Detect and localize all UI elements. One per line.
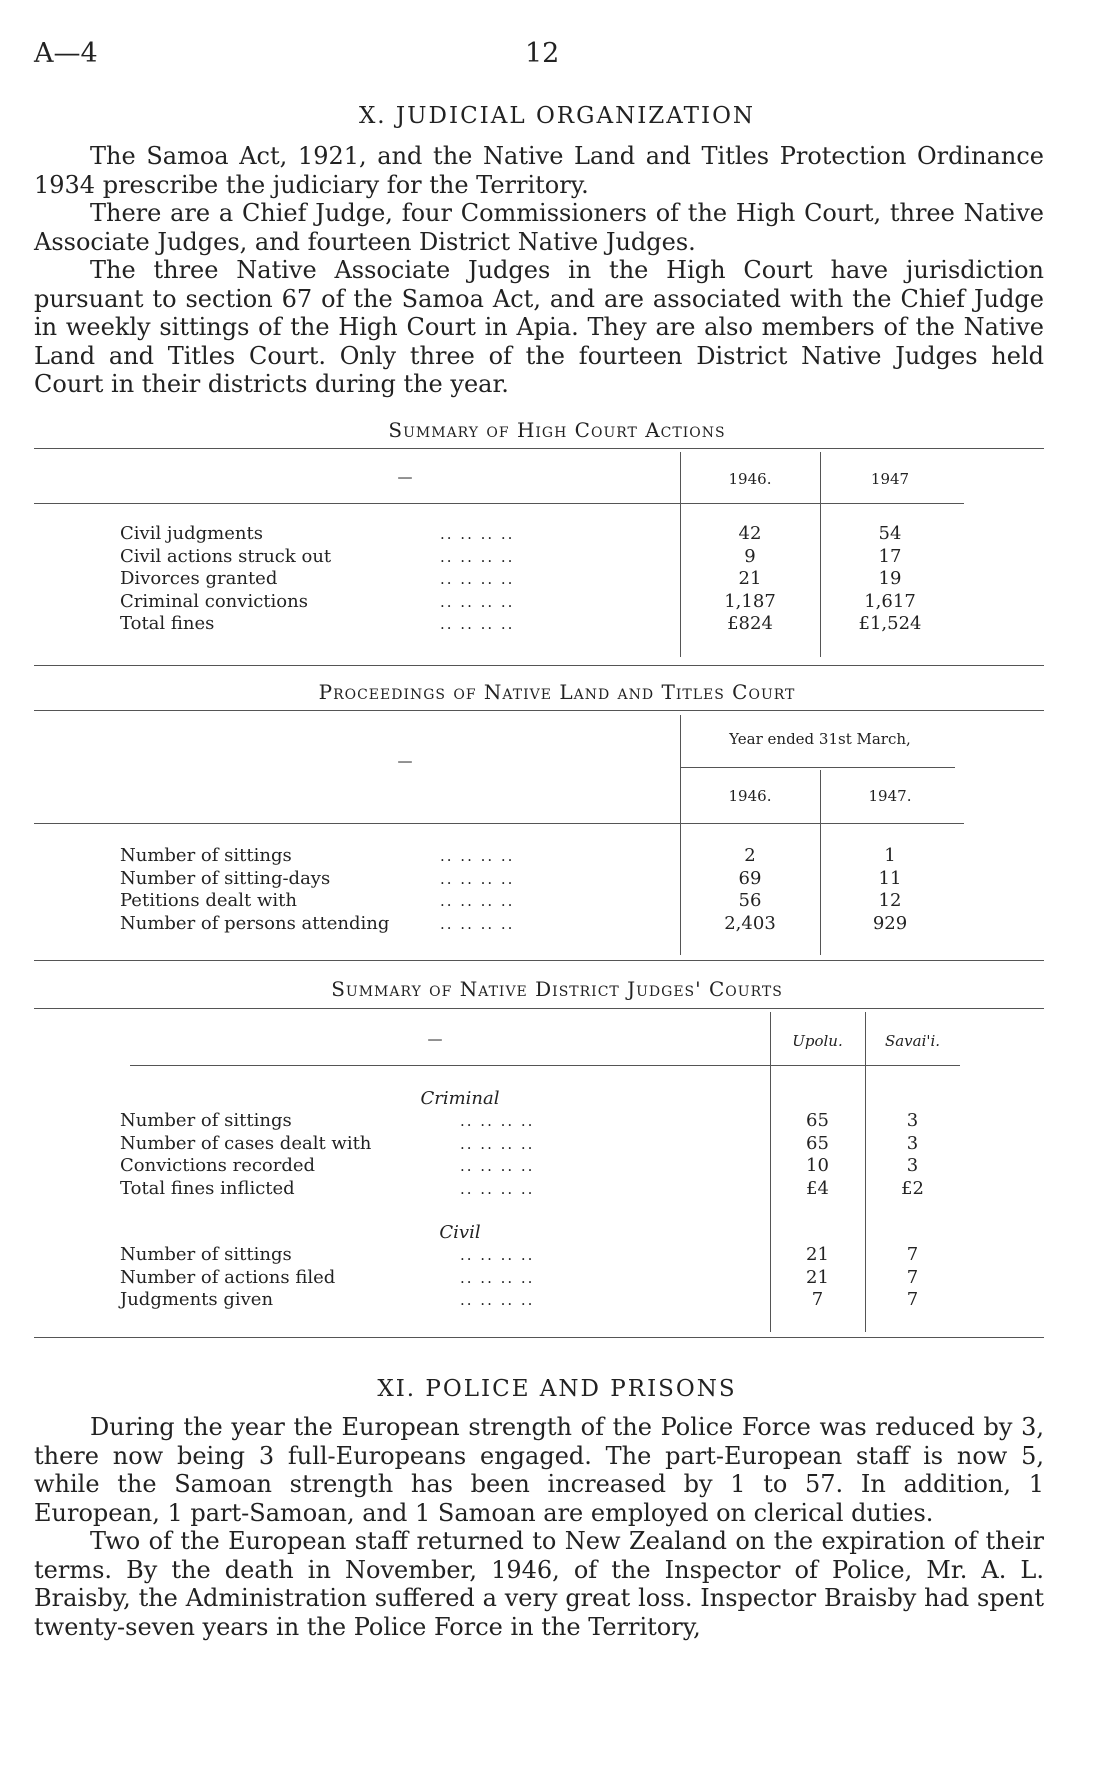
section-x-paragraph-3: The three Native Associate Judges in the High Court have jurisdiction pursuant to section 67 of the Samoa Act, and are associated with the Chief Judge in weekly sittings of the High Court in Apia. They are also members of the Native Land and Titles Court. Only three of the fourteen District Native Judges held Court in their districts during the year. <box>34 256 1044 398</box>
cell-value-col2: 11 <box>878 867 902 889</box>
table1-col-1946: 1946. <box>728 470 772 488</box>
row-label: Criminal convictions <box>120 590 308 612</box>
row-label: Number of persons attending <box>120 912 390 934</box>
leader-dots: .. .. .. .. <box>460 1112 535 1130</box>
row-label: Total fines inflicted <box>120 1177 295 1199</box>
row-label: Convictions recorded <box>120 1155 316 1176</box>
row-label: Petitions dealt with <box>120 890 297 911</box>
cell-value-col1: 69 <box>738 867 762 889</box>
cell-value-col2: 3 <box>906 1132 919 1154</box>
row-label: Number of sittings <box>120 845 292 866</box>
cell-value-col1: 2,403 <box>724 912 776 934</box>
cell-value-col1: 10 <box>806 1155 829 1176</box>
leader-dots: .. .. .. .. <box>440 914 515 933</box>
table2-caption: Proceedings of Native Land and Titles Court <box>318 680 796 704</box>
leader-dots: .. .. .. .. <box>460 1291 535 1309</box>
table1-col-1947: 1947 <box>870 470 910 488</box>
table2-group-rule <box>680 767 955 768</box>
cell-value-col2: 3 <box>906 1110 919 1131</box>
section-x-title: X. JUDICIAL ORGANIZATION <box>358 103 756 129</box>
cell-value-col2: 1,617 <box>864 590 916 612</box>
section-x-body <box>34 142 1044 399</box>
page-number: 12 <box>525 38 560 69</box>
table3-criminal-heading: Criminal <box>420 1088 500 1109</box>
leader-dots: .. .. .. .. <box>440 570 515 588</box>
row-label: Number of sittings <box>120 1110 292 1131</box>
table3-head-rule <box>130 1065 960 1066</box>
cell-value-col2: 929 <box>872 912 908 934</box>
cell-value-col2: 7 <box>906 1289 919 1310</box>
leader-dots: .. .. .. .. <box>460 1134 535 1153</box>
row-label: Number of sittings <box>120 1244 292 1265</box>
table1-dash: — <box>397 468 413 486</box>
row-label: Number of actions filed <box>120 1266 336 1288</box>
section-x-paragraph-2: There are a Chief Judge, four Commissioners of the High Court, three Native Associate Judges, and fourteen District Native Judges. <box>34 199 1044 256</box>
table2-col-1947: 1947. <box>868 787 912 805</box>
table2-col-1946: 1946. <box>728 787 772 805</box>
leader-dots: .. .. .. .. <box>460 1246 535 1264</box>
table3-col-savaii: Savai'i. <box>884 1032 941 1050</box>
table2-head-rule <box>34 823 964 824</box>
cell-value-col1: 21 <box>806 1266 829 1288</box>
row-label: Judgments given <box>120 1289 274 1310</box>
section-xi-paragraph-2: Two of the European staff returned to New Zealand on the expiration of their terms. By the death in November, 1946, of the Inspector of Police, Mr. A. L. Braisby, the Administration suffered a very great loss. Inspector Braisby had spent twenty-seven years in the Police Force in the Territory, <box>34 1527 1044 1641</box>
leader-dots: .. .. .. .. <box>460 1157 535 1175</box>
cell-value-col1: 21 <box>806 1244 829 1265</box>
table3-dash: — <box>427 1030 443 1048</box>
table1-bottom-rule <box>34 665 1044 666</box>
table2-dash: — <box>397 752 413 770</box>
cell-value-col1: £824 <box>727 613 773 634</box>
leader-dots: .. .. .. .. <box>440 892 515 910</box>
cell-value-col2: 3 <box>906 1155 919 1176</box>
row-label: Total fines <box>120 613 215 634</box>
page-reference: A—4 <box>34 38 98 69</box>
section-xi-paragraph-1: During the year the European strength of the Police Force was reduced by 3, there now being 3 full-Europeans engaged. The part-European staff is now 5, while the Samoan strength has been increased by 1 to 57. In addition, 1 European, 1 part-Samoan, and 1 Samoan are employed on clerical duties. <box>34 1413 1044 1527</box>
cell-value-col1: 1,187 <box>724 590 776 612</box>
cell-value-col1: 21 <box>738 568 762 589</box>
leader-dots: .. .. .. .. <box>440 615 515 633</box>
cell-value-col1: 65 <box>806 1132 829 1154</box>
cell-value-col2: 12 <box>878 890 902 911</box>
row-label: Number of cases dealt with <box>120 1132 372 1154</box>
cell-value-col1: 2 <box>744 845 756 866</box>
table2-group-head: Year ended 31st March, <box>729 730 911 748</box>
cell-value-col1: 9 <box>744 545 756 567</box>
leader-dots: .. .. .. .. <box>460 1268 535 1287</box>
table1-caption: Summary of High Court Actions <box>388 418 726 442</box>
row-label: Number of sitting-days <box>120 867 331 889</box>
table3-top-rule <box>34 1008 1044 1009</box>
table3-col-upolu: Upolu. <box>792 1032 843 1050</box>
leader-dots: .. .. .. .. <box>440 847 515 865</box>
leader-dots: .. .. .. .. <box>440 525 515 543</box>
table2-top-rule <box>34 710 1044 711</box>
cell-value-col2: 7 <box>906 1266 919 1288</box>
row-label: Civil actions struck out <box>120 545 332 567</box>
row-label: Divorces granted <box>120 568 278 589</box>
cell-value-col1: £4 <box>806 1177 829 1199</box>
leader-dots: .. .. .. .. <box>440 592 515 611</box>
cell-value-col2: £2 <box>901 1177 924 1199</box>
section-x-paragraph-1: The Samoa Act, 1921, and the Native Land and Titles Protection Ordinance 1934 prescribe the judiciary for the Territory. <box>34 142 1044 199</box>
table1-head-rule <box>34 503 964 504</box>
cell-value-col2: 19 <box>878 568 902 589</box>
cell-value-col2: £1,524 <box>858 613 922 634</box>
table3-bottom-rule <box>34 1337 1044 1338</box>
section-xi-body <box>34 1413 1044 1641</box>
table3-civil-heading: Civil <box>439 1222 481 1243</box>
section-xi-title: XI. POLICE AND PRISONS <box>377 1376 737 1402</box>
cell-value-col2: 7 <box>906 1244 919 1265</box>
leader-dots: .. .. .. .. <box>440 547 515 566</box>
table1-top-rule <box>34 448 1044 449</box>
cell-value-col2: 54 <box>878 523 902 544</box>
row-label: Civil judgments <box>120 523 263 544</box>
leader-dots: .. .. .. .. <box>440 869 515 888</box>
cell-value-col1: 65 <box>806 1110 829 1131</box>
cell-value-col1: 56 <box>738 890 762 911</box>
cell-value-col2: 1 <box>884 845 896 866</box>
cell-value-col1: 7 <box>811 1289 824 1310</box>
cell-value-col2: 17 <box>878 545 902 567</box>
cell-value-col1: 42 <box>738 523 762 544</box>
table3-caption: Summary of Native District Judges' Courts <box>331 977 783 1001</box>
leader-dots: .. .. .. .. <box>460 1179 535 1198</box>
table2-bottom-rule <box>34 960 1044 961</box>
